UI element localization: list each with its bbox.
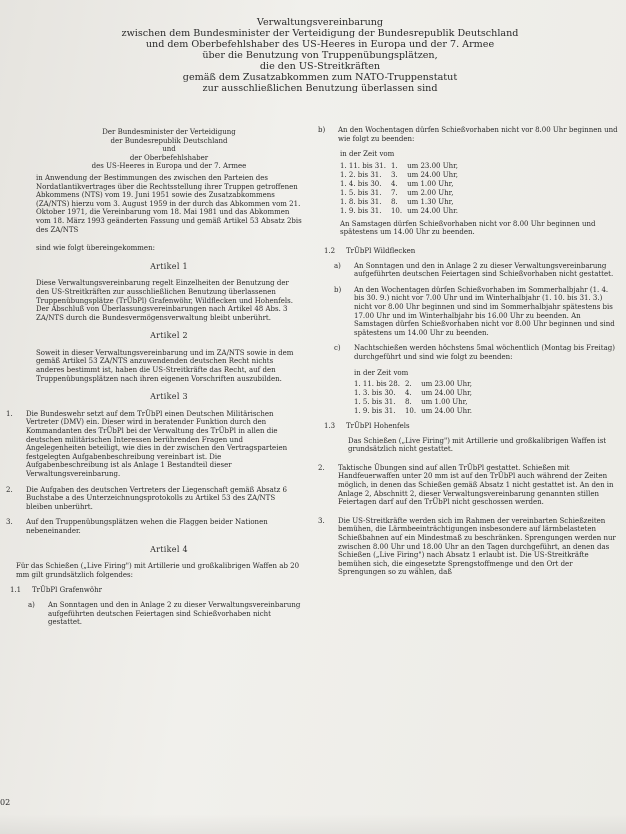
article-1-text: Diese Verwaltungsvereinbarung regelt Einzelheiten der Benutzung der den US-Streitkräften zur ausschließlichen Benutzung überlassenen Truppenübungsplätze (TrÜbPl) Grafenwöhr, Wildflecken und Hohenfels. Der Abschluß von Überlassungsvereinbarungen nach Artikel 48 Abs. 3 ZA/NTS durch die Bundesvermögensverwaltung bleibt unberührt. [36, 279, 293, 322]
period-label: in der Zeit vom [340, 150, 395, 159]
table-row [354, 398, 477, 407]
article-4-heading: Artikel 4 [150, 544, 188, 554]
list-item [318, 464, 618, 507]
table-row [340, 198, 463, 207]
item-number: 2. [318, 463, 325, 472]
subsection-1-3 [324, 422, 618, 431]
from-cell: 1. 9. bis 31. [354, 407, 396, 416]
article-3-heading: Artikel 3 [150, 392, 188, 402]
agreed-text: sind wie folgt übereingekommen: [36, 244, 155, 253]
period-label: in der Zeit vom [354, 368, 409, 377]
party-line: und [162, 145, 176, 154]
item-text: Die Aufgaben des deutschen Vertreters der Liegenschaft gemäß Absatz 6 Buchstabe a des Unterzeichnungsprotokolls zu Artikel 53 des ZA/NTS bleiben unberührt. [26, 485, 287, 511]
from-cell: 1. 5. bis 31. [340, 188, 382, 197]
parties-block [36, 128, 302, 171]
table-row [354, 380, 477, 389]
schedule-grafenwoehr [340, 150, 618, 237]
document-title [60, 17, 580, 94]
item-text: Taktische Übungen sind auf allen TrÜbPl gestattet. Schießen mit Handfeuerwaffen unter 20 mm ist auf den TrÜbPl auch während der Zeiten möglich, in denen das Schießen gemäß Absatz 1 nicht gestattet ist. An den in Anlage 2, Abschnitt 2, dieser Verwaltungsvereinbarung genannten stillen Feiertagen darf auf den TrÜbPl nicht geschossen werden. [338, 463, 614, 507]
item-text: Die US-Streitkräfte werden sich im Rahmen der vereinbarten Schießzeiten bemühen, die Lärmbeeinträchtigungen insbesondere auf lärmbelasteten Schießbahnen auf ein Mindestmaß zu beschränken. Sprengungen werden nur zwischen 8.00 Uhr und 18.00 Uhr an den Tagen durchgeführt, an denen das Schießen („Live Firing") nach Absatz 1 erlaubt ist. Die US-Streitkräfte bemühen sich, die eingesetzte Sprengstoffmenge und den Ort der Sprengungen so zu wählen, daß [338, 516, 616, 577]
item-text: Auf den Truppenübungsplätzen wehen die Flaggen beider Nationen nebeneinander. [26, 518, 268, 535]
title-line: zur ausschließlichen Benutzung überlassen sind [202, 83, 438, 94]
time-cell: um 24.00 Uhr, [421, 389, 472, 398]
item-number: 3. [318, 516, 325, 525]
subsection-title: TrÜbPl Grafenwöhr [32, 586, 102, 595]
list-item [6, 410, 302, 479]
item-text: An Sonntagen und den in Anlage 2 zu dieser Verwaltungsvereinbarung aufgeführten deutschen Feiertagen sind Schießvorhaben nicht gestattet. [48, 600, 301, 627]
title-line: Verwaltungsvereinbarung [256, 17, 384, 28]
subsection-title: TrÜbPl Wildflecken [346, 246, 416, 255]
subsection-number: 1.2 [324, 246, 336, 255]
subsection-1-2 [324, 247, 618, 256]
from-cell: 1. 11. bis 28. [354, 380, 400, 389]
time-cell: um 24.00 Uhr. [421, 407, 472, 416]
hohenfels-text: Das Schießen („Live Firing") mit Artillerie und großkalibrigen Waffen ist grundsätzlich nicht gestattet. [348, 436, 607, 454]
item-letter: a) [334, 261, 341, 270]
title-line: und dem Oberbefehlshaber des US-Heeres in Europa und der 7. Armee [145, 39, 495, 50]
to-cell: 8. [404, 398, 412, 407]
item-letter: c) [334, 344, 341, 353]
time-cell: um 1.30 Uhr, [407, 197, 454, 206]
party-line: der Bundesrepublik Deutschland [110, 136, 228, 145]
table-row [354, 389, 477, 398]
to-cell: 1. [390, 161, 398, 170]
party-line: des US-Heeres in Europa und der 7. Armee [91, 162, 247, 171]
table-row [340, 171, 463, 180]
from-cell: 1. 9. bis 31. [340, 206, 382, 215]
party-line: Der Bundesminister der Verteidigung [102, 128, 236, 136]
time-cell: um 1.00 Uhr, [421, 398, 468, 407]
item-text: An den Wochentagen dürfen Schießvorhaben nicht vor 8.00 Uhr beginnen und wie folgt zu beenden: [338, 126, 618, 143]
to-cell: 8. [390, 197, 398, 206]
from-cell: 1. 3. bis 30. [354, 389, 396, 398]
item-letter: a) [28, 600, 35, 609]
time-cell: um 23.00 Uhr, [421, 380, 472, 389]
item-text: An Sonntagen und den in Anlage 2 zu dieser Verwaltungsvereinbarung aufgeführten deutschen Feiertagen sind Schießvorhaben nicht gestattet. [354, 261, 614, 279]
list-item [318, 517, 618, 577]
list-item [334, 262, 618, 279]
article-1-heading: Artikel 1 [150, 261, 188, 271]
schedule-table [340, 162, 463, 216]
subsection-1-1 [10, 586, 302, 595]
time-cell: um 2.00 Uhr, [407, 188, 454, 197]
list-item [334, 286, 618, 338]
item-text: An den Wochentagen dürfen Schießvorhaben im Sommerhalbjahr (1. 4. bis 30. 9.) nicht vor 7.00 Uhr und im Winterhalbjahr (1. 10. bis 31. 3.) nicht vor 8.00 Uhr beginnen und sind im Sommerhalbjahr spätestens bis 17.00 Uhr und im Winterhalbjahr bis 16.00 Uhr zu beenden. An Samstagen dürfen Schießvorhaben nicht vor 8.00 Uhr beginnen und sind spätestens um 14.00 Uhr zu beenden. [354, 285, 615, 337]
to-cell: 3. [390, 170, 398, 179]
time-cell: um 1.00 Uhr, [407, 179, 454, 188]
left-column [6, 128, 302, 634]
item-letter: b) [334, 285, 342, 294]
table-row [340, 162, 463, 171]
item-number: 3. [6, 518, 13, 527]
subsection-number: 1.1 [10, 586, 22, 595]
title-line: zwischen dem Bundesminister der Verteidigung der Bundesrepublik Deutschland [121, 28, 519, 39]
from-cell: 1. 8. bis 31. [340, 197, 382, 206]
list-item [28, 601, 302, 627]
time-cell: um 24.00 Uhr, [407, 170, 458, 179]
list-item [318, 126, 618, 143]
list-item [6, 518, 302, 535]
party-line: der Oberbefehlshaber [129, 153, 209, 162]
title-line: gemäß dem Zusatzabkommen zum NATO-Truppenstatut [182, 72, 458, 83]
item-letter: b) [318, 126, 326, 134]
item-number: 2. [6, 485, 13, 494]
preamble: in Anwendung der Bestimmungen des zwischen den Parteien des Nordatlantikvertrages über die Rechtsstellung ihrer Truppen getroffenen Abkommens (NTS) vom 19. Juni 1951 sowie des Zusatzabkommens (ZA/NTS) hierzu vom 3. August 1959 in der durch das Abkommen vom 21. Oktober 1971, die Vereinbarung vom 18. Mai 1981 und das Abkommen vom 18. März 1993 geänderten Fassung und gemäß Artikel 53 Absatz 2bis des ZA/NTS [36, 173, 302, 234]
to-cell: 4. [390, 179, 398, 188]
to-cell: 2. [404, 380, 412, 389]
list-item [6, 486, 302, 512]
title-line: über die Benutzung von Truppenübungsplätzen, [202, 50, 438, 61]
to-cell: 10. [390, 206, 403, 215]
schedule-table [354, 380, 477, 416]
title-line: die den US-Streitkräften [259, 61, 381, 72]
subsection-title: TrÜbPl Hohenfels [346, 422, 410, 431]
item-text: Die Bundeswehr setzt auf dem TrÜbPl einen Deutschen Militärischen Vertreter (DMV) ein. Dieser wird in beratender Funktion durch den Kommandanten des TrÜbPl bei der Verwaltung des TrÜbPl in allen die deutschen militärischen Interessen berührenden Fragen und Angelegenheiten beteiligt, wie dies in der zwischen den Vertragsparteien festgelegten Aufgabenbeschreibung vereinbart ist. Die Aufgabenbeschreibung ist als Anlage 1 Bestandteil dieser Verwaltungsvereinbarung. [26, 409, 288, 478]
table-row [340, 180, 463, 189]
item-text: Nachtschießen werden höchstens 5mal wöchentlich (Montag bis Freitag) durchgeführt und sind wie folgt zu beenden: [354, 344, 615, 361]
to-cell: 10. [404, 407, 417, 416]
article-2-text: Soweit in dieser Verwaltungsvereinbarung und im ZA/NTS sowie in dem gemäß Artikel 53 ZA/NTS anzuwendenden deutschen Recht nichts anderes bestimmt ist, haben die US-Streitkräfte das Recht, auf den Truppenübungsplätzen nach ihren eigenen Vorschriften auszubilden. [36, 348, 294, 383]
from-cell: 1. 11. bis 31. [340, 161, 386, 170]
page-number: 02 [0, 798, 11, 807]
item-number: 1. [6, 409, 13, 418]
list-item [334, 344, 618, 361]
table-row [340, 189, 463, 198]
from-cell: 1. 4. bis 30. [340, 179, 382, 188]
to-cell: 4. [404, 389, 412, 398]
saturday-text: An Samstagen dürfen Schießvorhaben nicht vor 8.00 Uhr beginnen und spätestens um 14.00 Uhr zu beenden. [340, 219, 596, 237]
time-cell: um 23.00 Uhr, [407, 161, 458, 170]
to-cell: 7. [390, 188, 398, 197]
from-cell: 1. 2. bis 31. [340, 170, 382, 179]
article-4-intro: Für das Schießen („Live Firing") mit Artillerie und großkalibrigen Waffen ab 20 mm gilt grundsätzlich folgendes: [16, 562, 300, 579]
right-column [318, 126, 618, 584]
table-row [340, 207, 463, 216]
subsection-number: 1.3 [324, 422, 336, 431]
article-2-heading: Artikel 2 [150, 331, 188, 341]
from-cell: 1. 5. bis 31. [354, 398, 396, 407]
table-row [354, 407, 477, 416]
time-cell: um 24.00 Uhr. [407, 206, 458, 215]
page-shadow [0, 814, 626, 834]
schedule-wildflecken [354, 369, 618, 417]
